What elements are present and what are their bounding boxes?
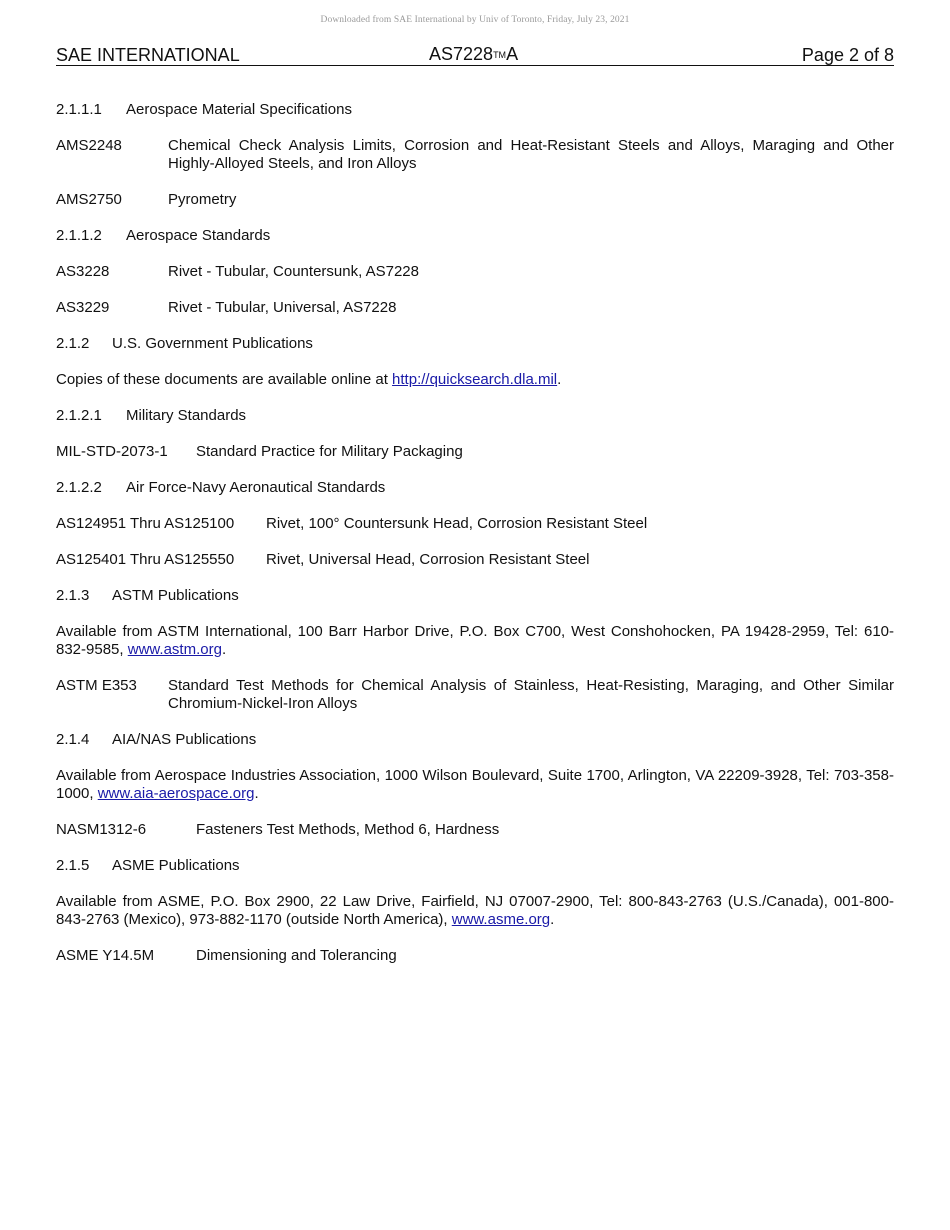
reference-entry: MIL-STD-2073-1 Standard Practice for Military Packaging <box>56 443 463 460</box>
reference-entry: AS3229 Rivet - Tubular, Universal, AS7228 <box>56 299 397 316</box>
reference-entry: ASME Y14.5M Dimensioning and Tolerancing <box>56 947 397 964</box>
section-heading: 2.1.2.1 Military Standards <box>56 407 247 424</box>
section-heading: 2.1.2.2 Air Force-Navy Aeronautical Standards <box>56 479 386 496</box>
section-heading: 2.1.1.1 Aerospace Material Specifications <box>56 101 352 118</box>
availability-paragraph: Available from Aerospace Industries Association, 1000 Wilson Boulevard, Suite 1700, Arlington, VA 22209-3928, Tel: 703-358-1000, www.aia-aerospace.org. <box>56 767 894 802</box>
section-heading: 2.1.5 ASME Publications <box>56 857 240 874</box>
availability-paragraph: Copies of these documents are available online at http://quicksearch.dla.mil. <box>56 371 562 388</box>
header-org: SAE INTERNATIONAL <box>56 45 240 65</box>
reference-entry: ASTM E353 Standard Test Methods for Chemical Analysis of Stainless, Heat-Resisting, Maraging, and Other Similar Chromium-Nickel-Iron Alloys <box>56 677 894 712</box>
dla-link[interactable]: http://quicksearch.dla.mil <box>392 371 558 388</box>
section-heading: 2.1.4 AIA/NAS Publications <box>56 731 257 748</box>
header-page-number: Page 2 of 8 <box>801 45 894 65</box>
astm-link[interactable]: www.astm.org <box>127 641 222 658</box>
reference-entry: AS3228 Rivet - Tubular, Countersunk, AS7228 <box>56 263 419 280</box>
reference-entry: AS124951 Thru AS125100 Rivet, 100° Countersunk Head, Corrosion Resistant Steel <box>56 515 648 532</box>
reference-entry: NASM1312-6 Fasteners Test Methods, Method 6, Hardness <box>56 821 500 838</box>
availability-paragraph: Available from ASME, P.O. Box 2900, 22 Law Drive, Fairfield, NJ 07007-2900, Tel: 800-843-2763 (U.S./Canada), 001-800-843-2763 (Mexico), 973-882-1170 (outside North America), www.asme.org. <box>56 893 894 928</box>
reference-entry: AMS2248 Chemical Check Analysis Limits, Corrosion and Heat-Resistant Steels and Alloys, Maraging and Other Highly-Alloyed Steels, and Iron Alloys <box>56 137 894 172</box>
document-body <box>56 101 894 983</box>
availability-paragraph: Available from ASTM International, 100 Barr Harbor Drive, P.O. Box C700, West Conshohocken, PA 19428-2959, Tel: 610-832-9585, www.astm.org. <box>56 623 894 658</box>
section-heading: 2.1.1.2 Aerospace Standards <box>56 227 271 244</box>
asme-link[interactable]: www.asme.org <box>451 911 551 928</box>
aia-link[interactable]: www.aia-aerospace.org <box>97 785 255 802</box>
section-heading: 2.1.3 ASTM Publications <box>56 587 239 604</box>
reference-entry: AS125401 Thru AS125550 Rivet, Universal Head, Corrosion Resistant Steel <box>56 551 590 568</box>
header-doc-number: AS7228™A <box>429 44 519 64</box>
reference-entry: AMS2750 Pyrometry <box>56 191 237 208</box>
download-watermark: Downloaded from SAE International by Univ of Toronto, Friday, July 23, 2021 <box>320 15 630 25</box>
page-header <box>56 45 894 66</box>
section-heading: 2.1.2 U.S. Government Publications <box>56 335 313 352</box>
